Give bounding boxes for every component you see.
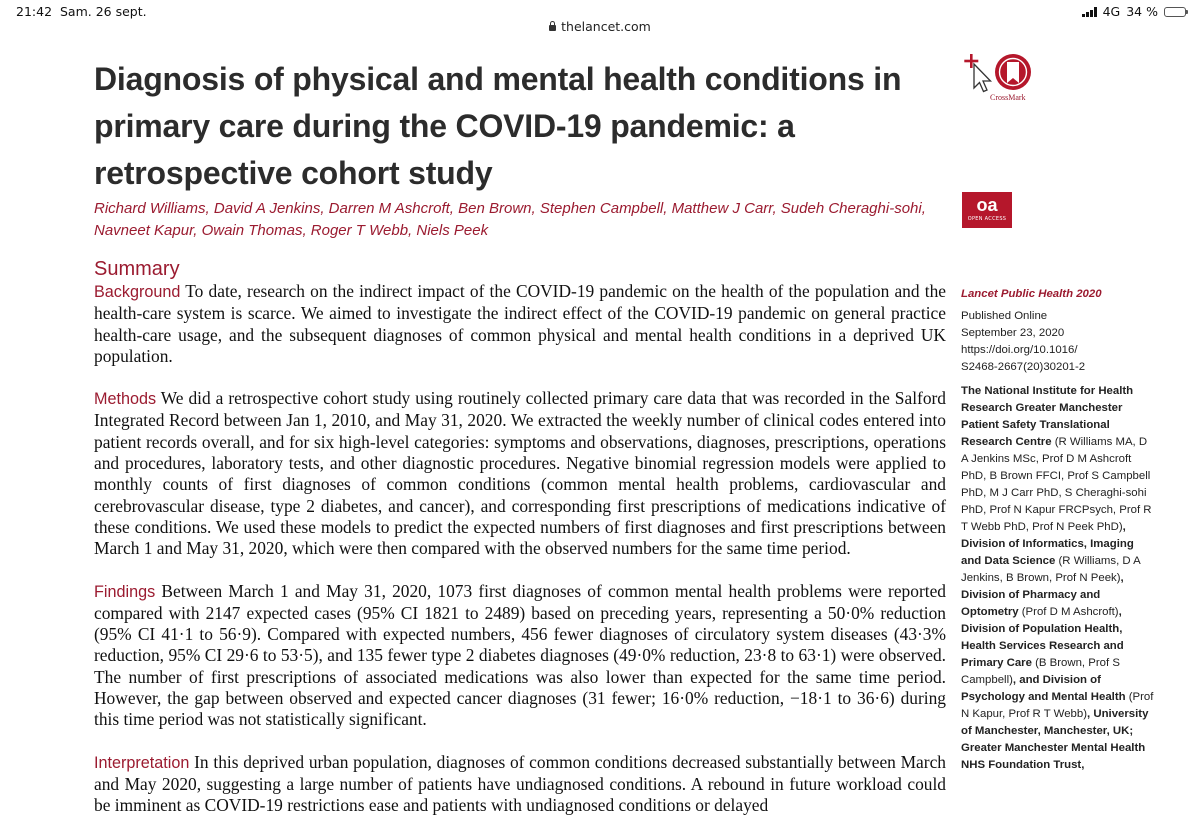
oa-badge-text: oa	[976, 195, 998, 215]
interpretation-label: Interpretation	[94, 753, 190, 772]
doi-link-line-2[interactable]: S2468-2667(20)30201-2	[961, 361, 1086, 373]
affiliation-name: and Division of Psychology and Mental Health	[961, 674, 1126, 703]
publication-date: September 23, 2020	[961, 327, 1065, 339]
oa-badge-subtext: OPEN ACCESS	[967, 216, 1007, 222]
lock-icon	[549, 25, 556, 31]
methods-section	[94, 388, 946, 559]
open-access-badge	[962, 192, 1012, 228]
affiliation-name: Division of Informatics, Imaging and Data Science	[961, 538, 1134, 567]
battery-percent: 34 %	[1126, 4, 1158, 19]
background-section	[94, 281, 946, 367]
status-indicators	[1082, 4, 1186, 19]
affiliation-people: (B Brown, Prof S Campbell)	[961, 657, 1120, 686]
url-text[interactable]: thelancet.com	[561, 19, 651, 34]
journal-citation: Lancet Public Health 2020	[961, 288, 1102, 300]
status-time: 21:42	[16, 4, 53, 19]
publication-info	[961, 308, 1156, 376]
findings-text: Between March 1 and May 31, 2020, 1073 first diagnoses of common mental health problems were reported compared with 2147 expected cases (95% CI 1821 to 2489) based on preceding years, representing a 50·0% reduction (95% CI 41·1 to 56·9). Compared with expected numbers, 456 fewer diagnoses of circulatory system diseases (43·3% reduction, 95% CI 29·6 to 53·5), and 135 fewer type 2 diabetes diagnoses (49·0% reduction, 23·8 to 63·1) were observed. The number of first prescriptions of associated medications was also lower than expected for the same time period. However, the gap between observed and expected cancer diagnoses (31 fewer; 16·0% reduction, −18·1 to 36·6) during this time period was not statistically significant.	[94, 580, 946, 730]
article-info-sidebar	[961, 286, 1156, 774]
findings-section	[94, 581, 946, 731]
affiliations: The National Institute for Health Research Greater Manchester Patient Safety Translational Research Centre (R Williams MA, D A Jenkins MSc, Prof D M Ashcroft PhD, B Brown FFCI, Prof S Campbell PhD, M J Carr PhD, S Cheraghi-sohi PhD, Prof N Kapur FRCPsych, Prof R T Webb PhD, Prof N Peek PhD), Division of Informatics, Imaging and Data Science (R Williams, D A Jenkins, B Brown, Prof N Peek), Division of Pharmacy and Optometry (Prof D M Ashcroft), Division of Population Health, Health Services Research and Primary Care (B Brown, Prof S Campbell), and Division of Psychology and Mental Health (Prof N Kapur, Prof R T Webb), University of Manchester, Manchester, UK; Greater Manchester Mental Health NHS Foundation Trust,	[961, 385, 1154, 771]
interpretation-text: In this deprived urban population, diagnoses of common conditions decreased substantially between March and May 2020, suggesting a large number of patients have undiagnosed conditions. A rebound in future workload could be imminent as COVID-19 restrictions ease and patients with undiagnosed conditions or delayed	[94, 751, 946, 816]
affiliation-name: The National Institute for Health Research Greater Manchester Patient Safety Translational Research Centre	[961, 385, 1134, 448]
address-bar[interactable]	[0, 19, 1200, 34]
affiliation-people: (Prof D M Ashcroft)	[1021, 606, 1119, 618]
affiliation-name: Division of Population Health, Health Services Research and Primary Care	[961, 623, 1124, 669]
published-online-label: Published Online	[961, 310, 1048, 322]
background-text: To date, research on the indirect impact of the COVID-19 pandemic on the health of the population and the health-care system is scarce. We aimed to investigate the indirect effect of the COVID-19 pandemic on general practice health-care usage, and the subsequent diagnoses of common physical and mental health conditions in a deprived UK population.	[94, 281, 946, 366]
affiliation-name: Division of Pharmacy and Optometry	[961, 589, 1101, 618]
summary-heading: Summary	[94, 258, 180, 280]
doi-link-line-1[interactable]: https://doi.org/10.1016/	[961, 344, 1078, 356]
battery-icon	[1164, 7, 1186, 17]
network-type: 4G	[1102, 4, 1121, 19]
article-title: Diagnosis of physical and mental health conditions in primary care during the COVID-19 pandemic: a retrospective cohort study	[94, 61, 902, 191]
status-date: Sam. 26 sept.	[60, 4, 147, 19]
abstract	[94, 281, 946, 838]
methods-text: We did a retrospective cohort study using routinely collected primary care data that was recorded in the Salford Integrated Record between Jan 1, 2010, and May 31, 2020. We extracted the weekly number of clinical codes entered into patient records overall, and for six high-level categories: symptoms and observations, diagnoses, prescriptions, operations and procedures, laboratory tests, and other diagnostic procedures. Negative binomial regression models were applied to monthly counts of first diagnoses of common conditions (common mental health problems, cardiovascular and cerebrovascular disease, type 2 diabetes, and cancer), and corresponding first prescriptions of medications indicative of these conditions. We used these models to predict the expected numbers of first diagnoses and first prescriptions between March 1 and May 31, 2020, which were then compared with the observed numbers for the same time period.	[94, 388, 946, 559]
findings-label: Findings	[94, 582, 156, 601]
affiliation-people: (R Williams, D A Jenkins, B Brown, Prof N Peek)	[961, 555, 1141, 584]
signal-icon	[1082, 7, 1097, 17]
methods-label: Methods	[94, 390, 157, 409]
background-label: Background	[94, 283, 181, 301]
affiliation-people: (Prof N Kapur, Prof R T Webb)	[961, 691, 1154, 720]
status-bar	[0, 0, 1200, 34]
crossmark-logo	[995, 54, 1031, 90]
author-list: Richard Williams, David A Jenkins, Darren M Ashcroft, Ben Brown, Stephen Campbell, Matthew J Carr, Sudeh Cheraghi-sohi, Navneet Kapur, Owain Thomas, Roger T Webb, Niels Peek	[94, 200, 926, 239]
crossmark-label[interactable]: CrossMark	[990, 93, 1026, 102]
affiliation-people: (R Williams MA, D A Jenkins MSc, Prof D M Ashcroft PhD, B Brown FFCI, Prof S Campbell PhD, M J Carr PhD, S Cheraghi-sohi PhD, Prof N Kapur FRCPsych, Prof R T Webb PhD, Prof N Peek PhD)	[961, 436, 1152, 533]
interpretation-section	[94, 752, 946, 817]
add-citation-icon	[964, 54, 990, 92]
affiliation-name: University of Manchester, Manchester, UK; Greater Manchester Mental Health NHS Foundation Trust,	[961, 708, 1149, 771]
